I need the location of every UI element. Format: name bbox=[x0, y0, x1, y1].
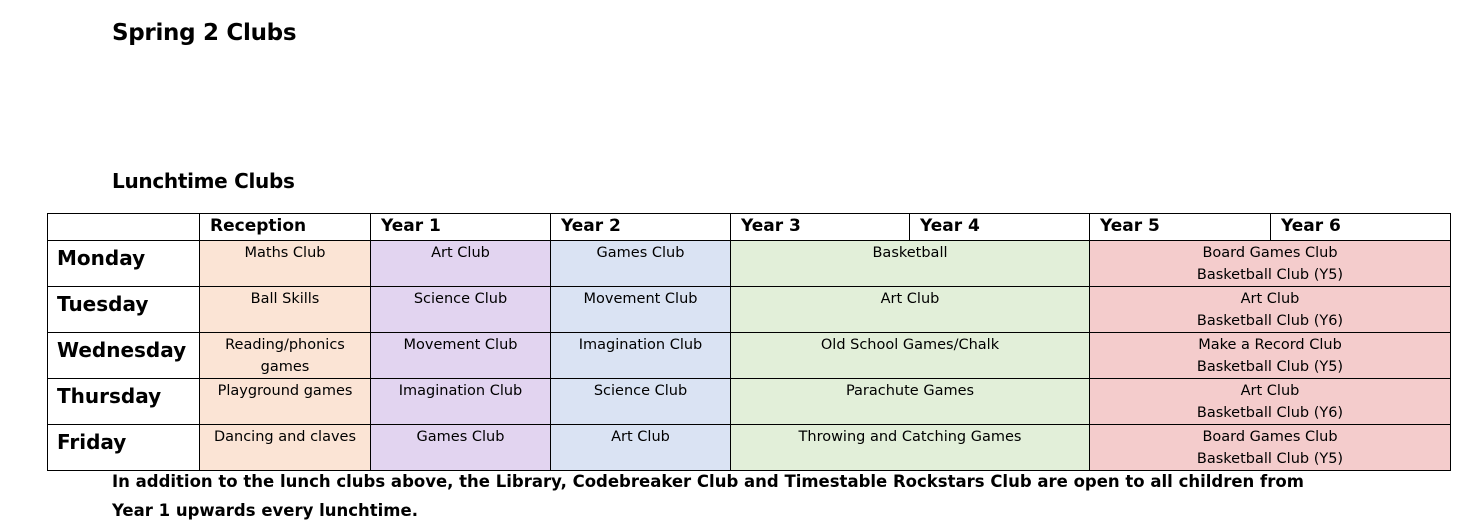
year2-cell: Art Club bbox=[551, 425, 731, 471]
year3-4-cell: Parachute Games bbox=[731, 379, 1090, 425]
club-line: Board Games Club bbox=[1202, 245, 1338, 261]
club-line: Make a Record Club bbox=[1198, 337, 1342, 353]
day-cell: Tuesday bbox=[48, 287, 200, 333]
club-line: Basketball Club (Y5) bbox=[1196, 267, 1344, 283]
year5-6-cell bbox=[1090, 379, 1451, 425]
year2-cell: Science Club bbox=[551, 379, 731, 425]
club-line: Basketball Club (Y5) bbox=[1196, 359, 1344, 375]
year5-6-cell bbox=[1090, 241, 1451, 287]
column-header-year6: Year 6 bbox=[1271, 214, 1451, 241]
column-header-year4: Year 4 bbox=[910, 214, 1090, 241]
year2-cell: Imagination Club bbox=[551, 333, 731, 379]
club-line: Art Club bbox=[1240, 383, 1300, 399]
year5-6-cell bbox=[1090, 425, 1451, 471]
year1-cell: Movement Club bbox=[371, 333, 551, 379]
table-row bbox=[48, 379, 1451, 425]
club-line: Basketball Club (Y6) bbox=[1196, 313, 1344, 329]
club-line: Art Club bbox=[1240, 291, 1300, 307]
reception-cell: Playground games bbox=[200, 379, 371, 425]
table-row bbox=[48, 425, 1451, 471]
year3-4-cell: Throwing and Catching Games bbox=[731, 425, 1090, 471]
column-header-year2: Year 2 bbox=[551, 214, 731, 241]
club-line: Board Games Club bbox=[1202, 429, 1338, 445]
page-title: Spring 2 Clubs bbox=[112, 20, 297, 46]
header-row bbox=[48, 214, 1451, 241]
year1-cell: Science Club bbox=[371, 287, 551, 333]
column-header-year5: Year 5 bbox=[1090, 214, 1271, 241]
year3-4-cell: Art Club bbox=[731, 287, 1090, 333]
year2-cell: Games Club bbox=[551, 241, 731, 287]
year2-cell: Movement Club bbox=[551, 287, 731, 333]
clubs-table bbox=[47, 213, 1451, 471]
year5-6-cell bbox=[1090, 333, 1451, 379]
reception-cell: Reading/phonics games bbox=[200, 333, 371, 379]
year1-cell: Games Club bbox=[371, 425, 551, 471]
day-cell: Thursday bbox=[48, 379, 200, 425]
year3-4-cell: Basketball bbox=[731, 241, 1090, 287]
year3-4-cell: Old School Games/Chalk bbox=[731, 333, 1090, 379]
table-row bbox=[48, 333, 1451, 379]
column-header-year1: Year 1 bbox=[371, 214, 551, 241]
column-header-day bbox=[48, 214, 200, 241]
section-title: Lunchtime Clubs bbox=[112, 169, 295, 193]
day-cell: Wednesday bbox=[48, 333, 200, 379]
footnote-text: In addition to the lunch clubs above, the Library, Codebreaker Club and Timestable Rockstars Club are open to all children from Year 1 upwards every lunchtime. bbox=[112, 472, 1304, 520]
day-cell: Monday bbox=[48, 241, 200, 287]
reception-cell: Ball Skills bbox=[200, 287, 371, 333]
table-row bbox=[48, 241, 1451, 287]
table-row bbox=[48, 287, 1451, 333]
column-header-year3: Year 3 bbox=[731, 214, 910, 241]
year1-cell: Imagination Club bbox=[371, 379, 551, 425]
column-header-reception: Reception bbox=[200, 214, 371, 241]
club-line: Basketball Club (Y5) bbox=[1196, 451, 1344, 467]
year1-cell: Art Club bbox=[371, 241, 551, 287]
year5-6-cell bbox=[1090, 287, 1451, 333]
club-line: Basketball Club (Y6) bbox=[1196, 405, 1344, 421]
day-cell: Friday bbox=[48, 425, 200, 471]
reception-cell: Dancing and claves bbox=[200, 425, 371, 471]
reception-cell: Maths Club bbox=[200, 241, 371, 287]
